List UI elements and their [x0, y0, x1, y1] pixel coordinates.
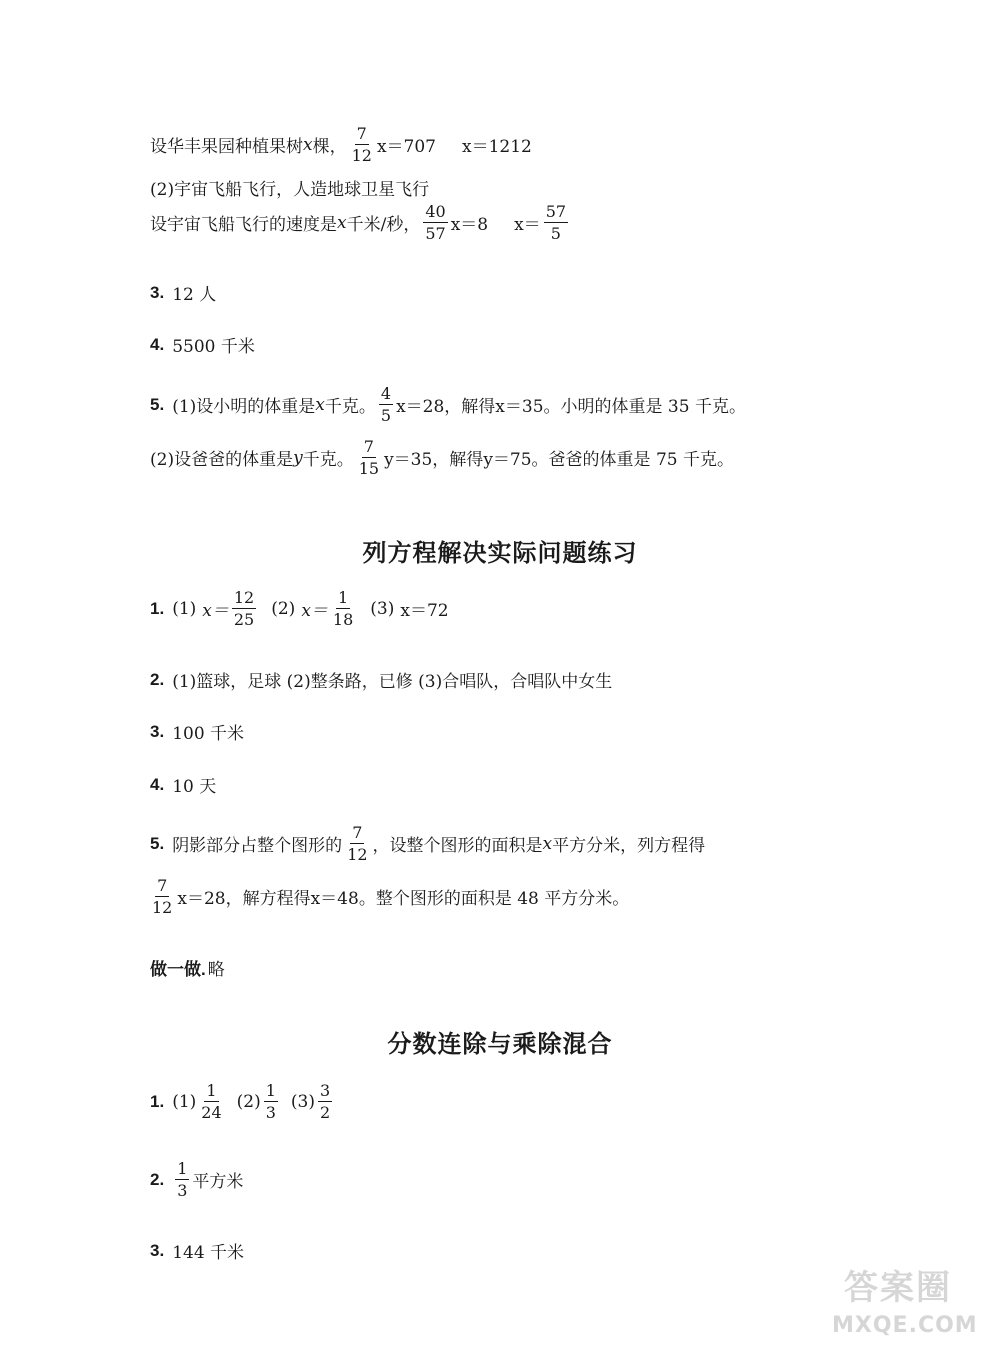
spaceship-sub-text: (2)宇宙飞船飞行，人造地球卫星飞行: [150, 180, 430, 200]
item-text: (2)设爸爸的体重是: [150, 450, 294, 471]
item-number: 1.: [150, 598, 165, 618]
answer-item-3: [150, 280, 216, 305]
part-label: (3): [290, 1091, 316, 1112]
spaceship-var: x: [337, 212, 347, 233]
orchard-solution: x＝1212: [462, 137, 532, 158]
var: x: [315, 394, 325, 415]
item-number: 3.: [150, 721, 165, 741]
item-text: x＝72: [400, 601, 449, 622]
fraction: $\frac{3}{2}$: [320, 1081, 331, 1123]
item-text: 12 人: [172, 285, 217, 305]
item-text: x＝: [301, 601, 328, 622]
s2-item-2: [150, 667, 612, 692]
item-text: x＝28，解得: [396, 397, 496, 418]
spaceship-unit: 千米/秒，: [346, 215, 421, 236]
answer-line-spaceship-sub: [150, 175, 429, 200]
spaceship-text: 设宇宙飞船飞行的速度是: [150, 215, 337, 236]
part-label: (2): [236, 1091, 261, 1112]
item-text: x＝35。小明的体重是 35 千克。: [495, 397, 746, 418]
s3-item-1: [150, 1081, 335, 1122]
item-text: x＝48。整个图形的面积是 48 平方分米。: [310, 889, 630, 910]
item-text: 144 千米: [172, 1243, 245, 1263]
item-number: 2.: [150, 1169, 165, 1189]
s2-item-4: [150, 772, 216, 797]
item-text: y＝75。爸爸的体重是 75 千克。: [483, 450, 734, 471]
answer-item-5a: [150, 384, 746, 425]
section-title: 列方程解决实际问题练习: [362, 539, 638, 567]
item-number: 4.: [150, 774, 165, 794]
orchard-text: 设华丰果园种植果树: [150, 137, 303, 158]
var: y: [293, 447, 303, 468]
section-title: 分数连除与乘除混合: [387, 1030, 613, 1058]
item-number: 4.: [150, 334, 165, 354]
item-text: (1)设小明的体重是: [172, 397, 316, 418]
s2-item-3: [150, 719, 244, 744]
item-text: 平方米: [192, 1172, 244, 1193]
item-text: 10 天: [172, 777, 217, 797]
item-text: 阴影部分占整个图形的: [172, 836, 343, 857]
s2-item-5b: [150, 876, 629, 917]
item-text: x＝28，解方程得: [177, 889, 311, 910]
fraction: $\frac{7}{12}$: [351, 124, 372, 166]
item-text: ，设整个图形的面积是: [372, 836, 543, 857]
item-number: 5.: [150, 394, 165, 414]
part-label: (1): [172, 1091, 197, 1112]
item-number: 3.: [150, 282, 165, 302]
orchard-equation: x＝707: [376, 137, 436, 158]
answer-line-orchard: [150, 124, 532, 165]
fraction: $\frac{12}{25}$: [233, 588, 255, 630]
fraction: $\frac{57}{5}$: [545, 202, 567, 244]
s3-item-2: [150, 1159, 243, 1200]
item-number: 3.: [150, 1240, 165, 1260]
doit-label: 做一做.: [150, 960, 206, 979]
spaceship-equation: x＝8: [450, 215, 489, 236]
answer-item-5b: [150, 437, 734, 478]
item-text: (1)篮球，足球 (2)整条路，已修 (3)合唱队，合唱队中女生: [172, 672, 613, 692]
answer-item-4: [150, 332, 255, 357]
item-number: 5.: [150, 833, 165, 853]
item-text: 100 千米: [172, 724, 245, 744]
fraction: $\frac{1}{3}$: [177, 1159, 188, 1201]
watermark-url: MXQE.COM: [832, 1313, 978, 1338]
item-text: y＝35，解得: [384, 450, 484, 471]
fraction: $\frac{40}{57}$: [425, 202, 446, 244]
fraction: $\frac{1}{3}$: [265, 1081, 276, 1123]
part-label: (1): [172, 598, 197, 619]
fraction: $\frac{1}{18}$: [332, 588, 354, 630]
s2-doit: [150, 955, 225, 980]
var: x: [542, 833, 553, 854]
s3-item-3: [150, 1238, 244, 1263]
fraction: $\frac{4}{5}$: [380, 384, 392, 426]
fraction: $\frac{7}{15}$: [358, 437, 380, 479]
item-text: x＝: [202, 601, 229, 622]
item-text: 千克。: [302, 450, 354, 471]
spaceship-solution: x＝: [514, 215, 541, 236]
fraction: $\frac{7}{12}$: [347, 823, 368, 865]
watermark: [832, 1260, 978, 1338]
item-text: 平方分米，列方程得: [552, 836, 706, 857]
answer-line-spaceship: [150, 202, 571, 243]
orchard-var: x: [303, 134, 313, 155]
s2-item-5a: [150, 823, 705, 864]
item-text: 5500 千米: [172, 337, 255, 357]
item-text: 略: [207, 960, 225, 980]
part-label: (2): [271, 598, 296, 619]
fraction: $\frac{7}{12}$: [152, 876, 173, 918]
orchard-unit: 棵，: [312, 137, 347, 158]
fraction: $\frac{1}{24}$: [201, 1081, 222, 1123]
item-text: 千克。: [324, 397, 376, 418]
s2-item-1: [150, 588, 449, 629]
watermark-logo-text: 答案圈: [844, 1268, 952, 1308]
part-label: (3): [370, 598, 395, 619]
item-number: 2.: [150, 669, 165, 689]
item-number: 1.: [150, 1091, 165, 1111]
